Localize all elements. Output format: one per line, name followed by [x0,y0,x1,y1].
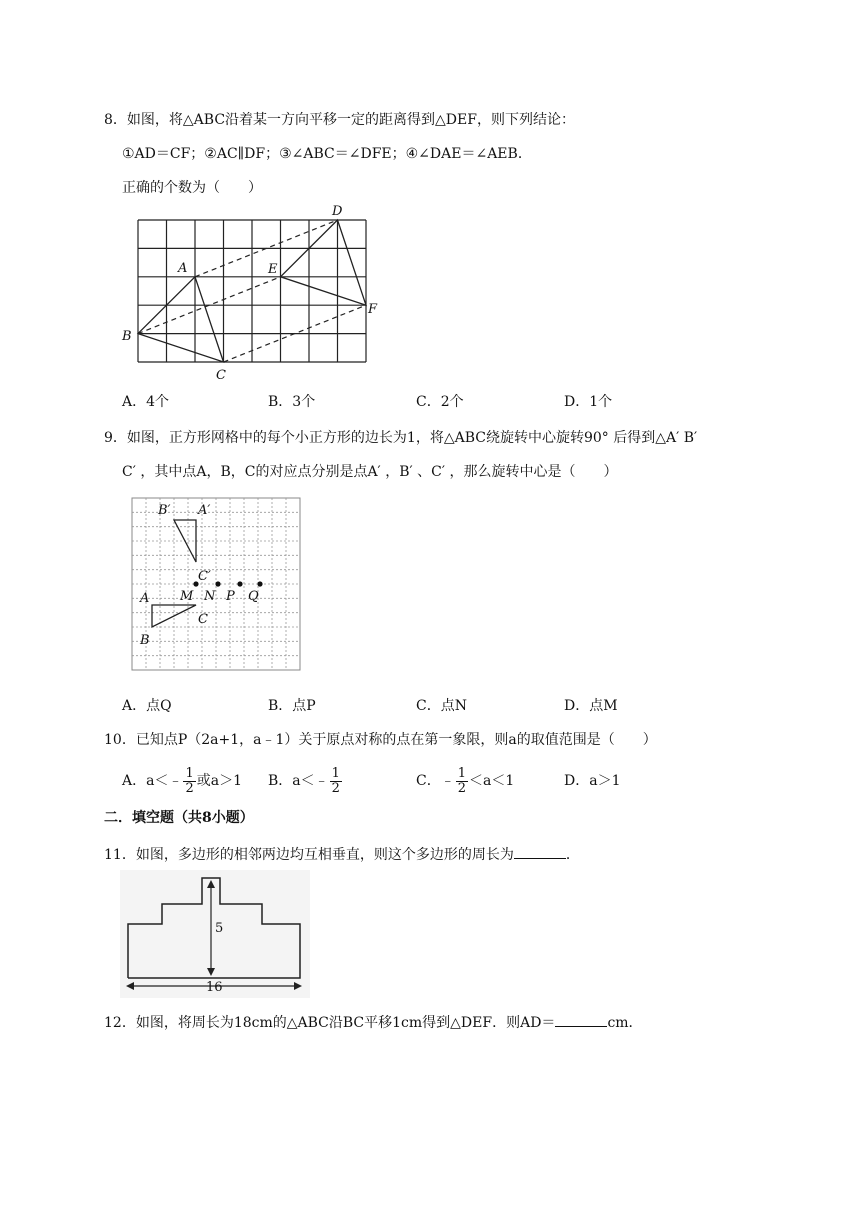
q11-stem [104,844,580,865]
q10-option-b[interactable] [268,766,343,796]
q8-ask: 正确的个数为（ ） [122,180,262,196]
q9-option-a[interactable]: A．点Q [122,698,172,714]
label-m: M [180,589,194,604]
q10-option-c-fraction: $\frac{1}{2}$ [457,765,466,796]
q11-answer-blank[interactable] [514,844,566,859]
q8-option-d[interactable]: D．1个 [564,394,613,410]
label-a: A [178,261,188,276]
q12-stem [104,1012,643,1033]
q10-option-a-fraction: $\frac{1}{2}$ [185,765,194,796]
q10-option-c-suffix: ＜a＜1 [469,773,515,789]
label-b-prime: B′ [158,503,171,518]
q11-stem-end: ． [565,847,580,863]
q10-option-c-prefix: C．﹣ [416,773,455,789]
q10-option-b-fraction: $\frac{1}{2}$ [331,765,340,796]
label-c: C [216,368,226,382]
q11-figure [120,870,310,998]
q10-option-c[interactable] [416,766,514,796]
label-b-point: B [140,633,150,648]
label-e: E [268,262,278,277]
q11-stem-text: 11．如图，多边形的相邻两边均互相垂直，则这个多边形的周长为 [104,847,514,863]
q8-option-b[interactable]: B．3个 [268,394,316,410]
q8-stem: 8．如图，将△ABC沿着某一方向平移一定的距离得到△DEF，则下列结论： [104,112,575,128]
q8-conclusions: ①AD＝CF；②AC∥DF；③∠ABC＝∠DFE；④∠DAE＝∠AEB． [122,146,532,162]
q8-option-a[interactable]: A．4个 [122,394,170,410]
q12-stem-end: cm． [607,1015,643,1031]
label-b: B [122,329,132,344]
q10-option-a[interactable] [122,766,242,796]
section-title-fill-in: 二．填空题（共8小题） [104,810,254,826]
q10-stem: 10．已知点P（2a+1，a﹣1）关于原点对称的点在第一象限，则a的取值范围是（ ） [104,732,657,748]
label-n: N [204,589,216,604]
q9-option-d[interactable]: D．点M [564,698,618,714]
q12-stem-text: 12．如图，将周长为18cm的△ABC沿BC平移1cm得到△DEF．则AD＝ [104,1015,556,1031]
label-p: P [226,589,235,604]
triangle-abc [138,277,224,362]
triangle-def [281,220,367,305]
width-label: 16 [206,980,223,995]
label-a-point: A [140,591,150,606]
q8-figure [118,202,388,382]
q9-stem-line1: 9．如图，正方形网格中的每个小正方形的边长为1，将△ABC绕旋转中心旋转90° 后得到△A′ B′ [104,430,698,446]
q9-figure [126,492,306,676]
q10-option-a-prefix: A．a＜﹣ [122,773,183,789]
q9-option-b[interactable]: B．点P [268,698,316,714]
q8-option-c[interactable]: C．2个 [416,394,464,410]
q10-option-b-prefix: B．a＜﹣ [268,773,329,789]
label-q: Q [248,589,259,604]
label-c-point: C [198,612,208,627]
q10-option-d[interactable]: D．a＞1 [564,773,621,789]
q9-stem-line2: C′ ，其中点A，B，C的对应点分别是点A′ ，B′ 、C′ ，那么旋转中心是（ ） [122,464,618,480]
height-label: 5 [215,921,224,936]
label-f: F [368,302,378,317]
q10-option-a-suffix: 或a＞1 [196,773,243,789]
label-d: D [332,204,343,219]
label-a-prime: A′ [198,503,211,518]
label-c-prime: C′ [198,569,211,584]
q9-option-c[interactable]: C．点N [416,698,467,714]
q12-answer-blank[interactable] [555,1012,607,1027]
